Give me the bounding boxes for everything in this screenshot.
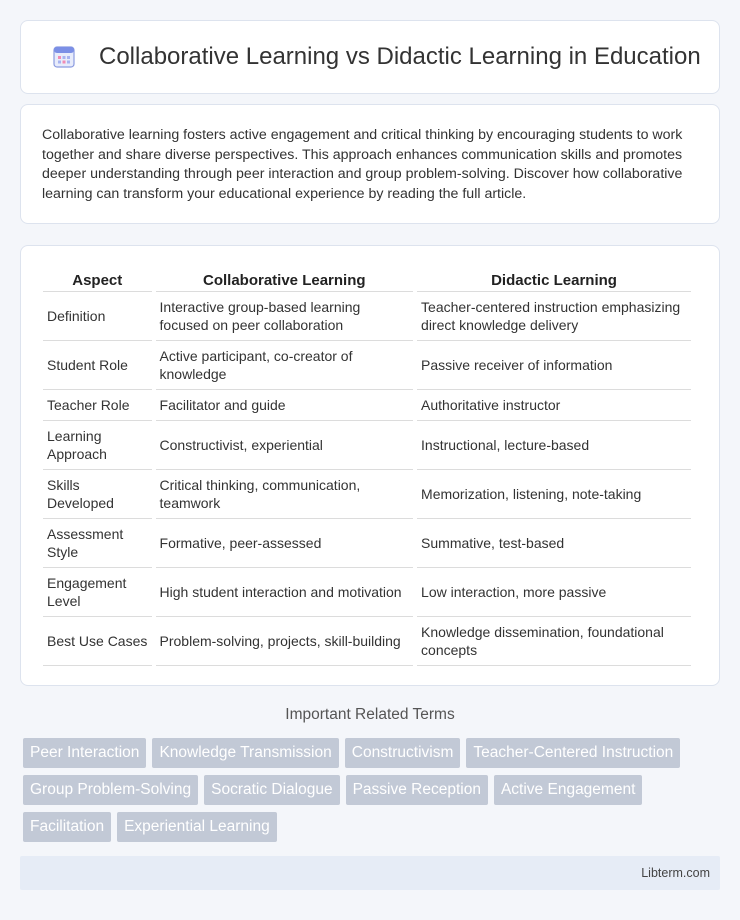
collaborative-cell: Active participant, co-creator of knowledge	[156, 341, 414, 390]
aspect-cell: Engagement Level	[43, 568, 152, 617]
didactic-cell: Authoritative instructor	[417, 390, 691, 421]
comparison-table	[39, 266, 695, 666]
table-row	[43, 421, 691, 470]
footer-brand-link[interactable]: Libterm.com	[641, 866, 710, 880]
calendar-icon	[51, 44, 77, 70]
related-terms-title: Important Related Terms	[285, 706, 455, 723]
collaborative-cell: Problem-solving, projects, skill-building	[156, 617, 414, 666]
table-row	[43, 519, 691, 568]
page-title: Collaborative Learning vs Didactic Learning in Education	[99, 43, 701, 70]
title-card	[20, 20, 720, 94]
related-term-tag[interactable]: Socratic Dialogue	[204, 775, 339, 805]
header-collaborative: Collaborative Learning	[156, 266, 414, 292]
table-row	[43, 341, 691, 390]
related-term-tag[interactable]: Facilitation	[23, 812, 111, 842]
table-row	[43, 390, 691, 421]
intro-text: Collaborative learning fosters active engagement and critical thinking by encouraging students to work together and share diverse perspectives. This approach enhances communication skills and promotes deeper understanding through peer interaction and group problem-solving. Discover how collaborative learning can transform your educational experience by reading the full article.	[42, 127, 683, 202]
table-row	[43, 292, 691, 341]
related-term-tag[interactable]: Teacher-Centered Instruction	[466, 738, 680, 768]
related-term-tag[interactable]: Passive Reception	[346, 775, 488, 805]
didactic-cell: Instructional, lecture-based	[417, 421, 691, 470]
didactic-cell: Summative, test-based	[417, 519, 691, 568]
table-row	[43, 568, 691, 617]
collaborative-cell: High student interaction and motivation	[156, 568, 414, 617]
collaborative-cell: Constructivist, experiential	[156, 421, 414, 470]
related-term-tag[interactable]: Group Problem-Solving	[23, 775, 198, 805]
didactic-cell: Teacher-centered instruction emphasizing direct knowledge delivery	[417, 292, 691, 341]
didactic-cell: Memorization, listening, note-taking	[417, 470, 691, 519]
comparison-table-card	[20, 245, 720, 686]
didactic-cell: Knowledge dissemination, foundational concepts	[417, 617, 691, 666]
footer	[20, 856, 720, 890]
aspect-cell: Assessment Style	[43, 519, 152, 568]
intro-card	[20, 104, 720, 224]
table-header-row	[43, 266, 691, 292]
aspect-cell: Teacher Role	[43, 390, 152, 421]
aspect-cell: Definition	[43, 292, 152, 341]
related-term-tag[interactable]: Peer Interaction	[23, 738, 146, 768]
aspect-cell: Best Use Cases	[43, 617, 152, 666]
collaborative-cell: Critical thinking, communication, teamwork	[156, 470, 414, 519]
table-row	[43, 617, 691, 666]
header-didactic: Didactic Learning	[417, 266, 691, 292]
related-term-tag[interactable]: Constructivism	[345, 738, 461, 768]
table-row	[43, 470, 691, 519]
collaborative-cell: Formative, peer-assessed	[156, 519, 414, 568]
didactic-cell: Passive receiver of information	[417, 341, 691, 390]
related-terms-list	[23, 738, 723, 842]
related-term-tag[interactable]: Active Engagement	[494, 775, 642, 805]
aspect-cell: Learning Approach	[43, 421, 152, 470]
aspect-cell: Skills Developed	[43, 470, 152, 519]
header-aspect: Aspect	[43, 266, 152, 292]
aspect-cell: Student Role	[43, 341, 152, 390]
collaborative-cell: Interactive group-based learning focused on peer collaboration	[156, 292, 414, 341]
didactic-cell: Low interaction, more passive	[417, 568, 691, 617]
related-term-tag[interactable]: Knowledge Transmission	[152, 738, 338, 768]
collaborative-cell: Facilitator and guide	[156, 390, 414, 421]
related-term-tag[interactable]: Experiential Learning	[117, 812, 277, 842]
